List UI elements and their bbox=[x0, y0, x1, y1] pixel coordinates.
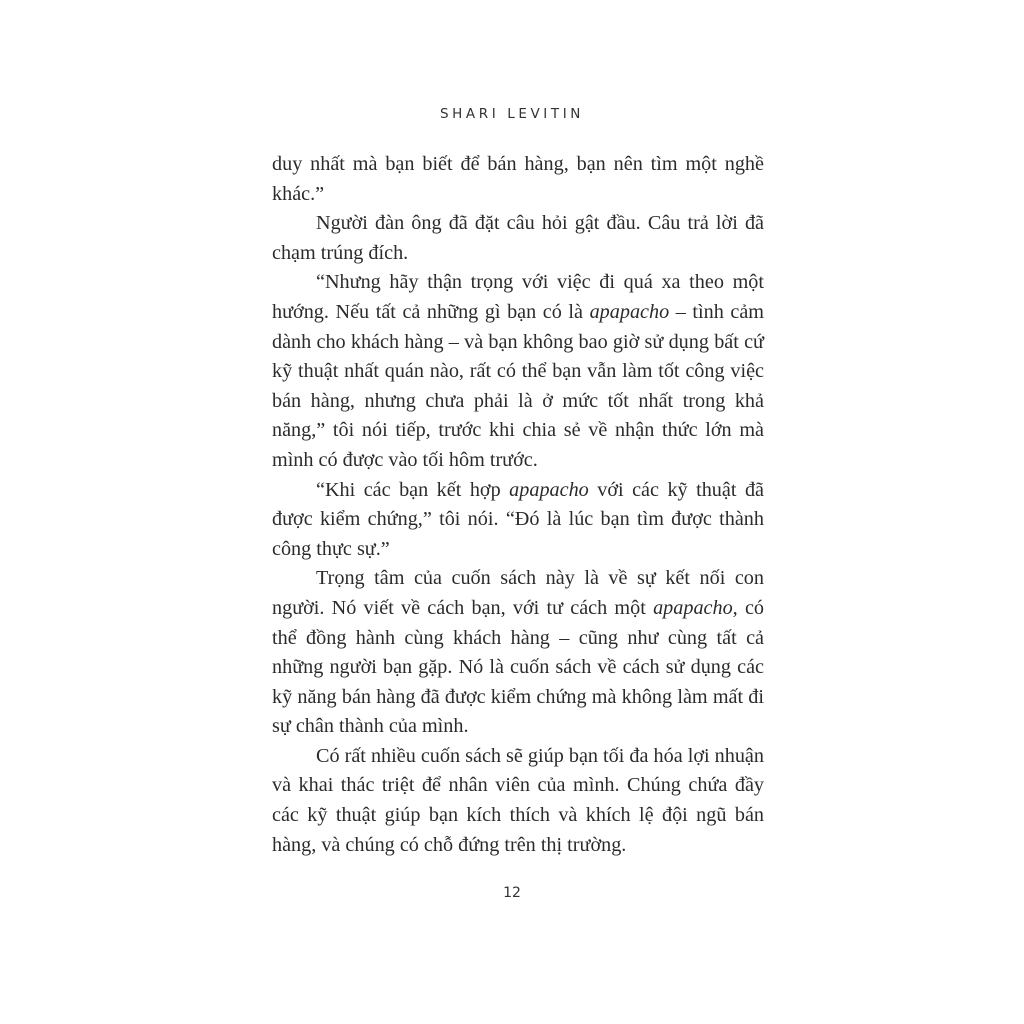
paragraph-4 bbox=[272, 476, 764, 565]
paragraph-2 bbox=[272, 209, 764, 268]
paragraph-6 bbox=[272, 742, 764, 860]
body-text bbox=[272, 150, 764, 860]
paragraph-3 bbox=[272, 268, 764, 475]
paragraph-3-text-b: – tình cảm dành cho khách hàng – và bạn không bao giờ sử dụng bất cứ kỹ thuật nhất quán nào, rất có thể bạn vẫn làm tốt công việc bán hàng, nhưng chưa phải là ở mức tốt nhất trong khả năng,” tôi nói tiếp, trước khi chia sẻ về nhận thức lớn mà mình có được vào tối hôm trước. bbox=[272, 300, 765, 471]
paragraph-4-text-a: “Khi các bạn kết hợp bbox=[316, 478, 510, 501]
paragraph-5-text-b: có thể đồng hành cùng khách hàng – cũng như cùng tất cả những người bạn gặp. Nó là cuốn sách về cách sử dụng các kỹ năng bán hàng đã được kiểm chứng mà không làm mất đi sự chân thành của mình. bbox=[272, 596, 765, 738]
paragraph-2-text: Người đàn ông đã đặt câu hỏi gật đầu. Câu trả lời đã chạm trúng đích. bbox=[272, 212, 764, 264]
paragraph-5-text-a: Trọng tâm của cuốn sách này là về sự kết nối con người. Nó viết về cách bạn, với tư cách một bbox=[272, 567, 764, 619]
paragraph-5 bbox=[272, 564, 764, 742]
paragraph-1-text: duy nhất mà bạn biết để bán hàng, bạn nên tìm một nghề khác.” bbox=[272, 153, 764, 205]
paragraph-6-text: Có rất nhiều cuốn sách sẽ giúp bạn tối đa hóa lợi nhuận và khai thác triệt để nhân viên của mình. Chúng chứa đầy các kỹ thuật giúp bạn kích thích và khích lệ đội ngũ bán hàng, và chúng có chỗ đứng trên thị trường. bbox=[272, 744, 764, 856]
paragraph-1 bbox=[272, 150, 764, 209]
running-head: SHARI LEVITIN bbox=[439, 106, 584, 122]
paragraph-4-text-b: với các kỹ thuật đã được kiểm chứng,” tôi nói. “Đó là lúc bạn tìm được thành công thực sự.” bbox=[272, 478, 764, 560]
paragraph-4-italic-term: apapacho bbox=[509, 478, 589, 501]
paragraph-5-italic-term: apapacho, bbox=[653, 596, 738, 619]
page-number: 12 bbox=[503, 885, 521, 901]
paragraph-3-text-a: “Nhưng hãy thận trọng với việc đi quá xa theo một hướng. Nếu tất cả những gì bạn có là bbox=[272, 271, 764, 323]
paragraph-3-italic-term: apapacho bbox=[589, 300, 670, 323]
